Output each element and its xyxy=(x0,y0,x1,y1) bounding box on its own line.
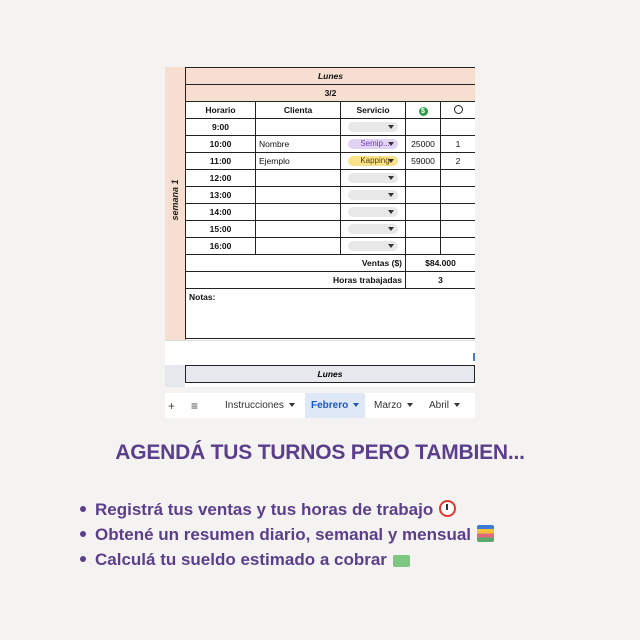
client-cell[interactable] xyxy=(256,238,341,255)
ventas-label[interactable]: Ventas ($) xyxy=(186,255,406,272)
service-dropdown[interactable] xyxy=(348,173,398,183)
time-cell[interactable]: 13:00 xyxy=(186,187,256,204)
feature-text: Obtené un resumen diario, semanal y mensual xyxy=(95,525,472,544)
service-cell[interactable] xyxy=(341,204,406,221)
client-cell[interactable] xyxy=(256,204,341,221)
client-cell[interactable]: Nombre xyxy=(256,136,341,153)
table-row xyxy=(186,136,476,153)
chevron-down-icon xyxy=(388,176,394,180)
price-cell[interactable] xyxy=(406,204,441,221)
hours-cell[interactable] xyxy=(441,170,476,187)
week-band-next xyxy=(165,365,185,387)
chevron-down-icon xyxy=(388,210,394,214)
time-cell[interactable]: 16:00 xyxy=(186,238,256,255)
service-dropdown[interactable] xyxy=(348,207,398,217)
service-dropdown[interactable] xyxy=(348,156,398,166)
spreadsheet-view xyxy=(165,67,475,387)
table-row xyxy=(186,221,476,238)
bullet-dot xyxy=(80,506,86,512)
feature-item xyxy=(80,547,600,572)
sheet-tab-bar xyxy=(165,393,475,418)
time-cell[interactable]: 14:00 xyxy=(186,204,256,221)
notes-cell[interactable]: Notas: xyxy=(186,289,476,339)
hours-cell[interactable]: 1 xyxy=(441,136,476,153)
chevron-down-icon xyxy=(388,244,394,248)
table-row xyxy=(186,170,476,187)
feature-item xyxy=(80,497,600,522)
tab-febrero[interactable] xyxy=(305,393,365,418)
selection-marker xyxy=(473,353,475,361)
chevron-down-icon xyxy=(388,227,394,231)
schedule-table xyxy=(185,67,475,339)
price-cell[interactable] xyxy=(406,170,441,187)
feature-text: Registrá tus ventas y tus horas de trabajo xyxy=(95,500,434,519)
hours-cell[interactable] xyxy=(441,204,476,221)
chevron-down-icon xyxy=(407,403,413,407)
service-dropdown[interactable] xyxy=(348,224,398,234)
time-cell[interactable]: 10:00 xyxy=(186,136,256,153)
service-value: Kapping xyxy=(360,156,390,166)
service-cell[interactable] xyxy=(341,221,406,238)
time-cell[interactable]: 11:00 xyxy=(186,153,256,170)
chevron-down-icon xyxy=(388,125,394,129)
tab-label: Instrucciones xyxy=(225,400,284,411)
service-cell[interactable] xyxy=(341,136,406,153)
chevron-down-icon xyxy=(353,403,359,407)
price-cell[interactable] xyxy=(406,187,441,204)
hours-cell[interactable] xyxy=(441,187,476,204)
header-horario[interactable]: Horario xyxy=(186,102,256,119)
tab-label: Febrero xyxy=(311,400,349,411)
bullet-dot xyxy=(80,531,86,537)
price-cell[interactable]: 59000 xyxy=(406,153,441,170)
hours-cell[interactable] xyxy=(441,221,476,238)
service-cell[interactable] xyxy=(341,187,406,204)
table-row xyxy=(186,153,476,170)
client-cell[interactable] xyxy=(256,170,341,187)
bullet-dot xyxy=(80,556,86,562)
service-cell[interactable] xyxy=(341,170,406,187)
service-cell[interactable] xyxy=(341,238,406,255)
all-sheets-icon[interactable]: ≡ xyxy=(191,399,199,413)
header-clienta[interactable]: Clienta xyxy=(256,102,341,119)
price-cell[interactable] xyxy=(406,238,441,255)
tab-label: Abril xyxy=(429,400,450,411)
feature-text: Calculá tu sueldo estimado a cobrar xyxy=(95,550,387,569)
time-cell[interactable]: 9:00 xyxy=(186,119,256,136)
client-cell[interactable] xyxy=(256,221,341,238)
client-cell[interactable]: Ejemplo xyxy=(256,153,341,170)
tab-abril[interactable] xyxy=(423,393,466,418)
horas-label[interactable]: Horas trabajadas xyxy=(186,272,406,289)
day-title[interactable]: Lunes xyxy=(186,68,476,85)
horas-value[interactable]: 3 xyxy=(406,272,476,289)
price-cell[interactable] xyxy=(406,119,441,136)
service-value: Semip... xyxy=(360,139,390,149)
price-cell[interactable]: 25000 xyxy=(406,136,441,153)
chevron-down-icon xyxy=(388,193,394,197)
header-hours[interactable] xyxy=(441,102,476,119)
tab-marzo[interactable] xyxy=(368,393,419,418)
service-cell[interactable] xyxy=(341,153,406,170)
dollar-icon: $ xyxy=(419,107,428,116)
time-cell[interactable]: 12:00 xyxy=(186,170,256,187)
table-row xyxy=(186,119,476,136)
feature-list xyxy=(80,497,600,572)
date-cell[interactable]: 3/2 xyxy=(186,85,476,102)
chevron-down-icon xyxy=(388,159,394,163)
service-dropdown[interactable] xyxy=(348,139,398,149)
chevron-down-icon xyxy=(289,403,295,407)
table-row xyxy=(186,238,476,255)
time-cell[interactable]: 15:00 xyxy=(186,221,256,238)
chevron-down-icon xyxy=(388,142,394,146)
hours-cell[interactable]: 2 xyxy=(441,153,476,170)
service-dropdown[interactable] xyxy=(348,122,398,132)
spacer-row xyxy=(165,340,475,363)
header-money[interactable] xyxy=(406,102,441,119)
table-row xyxy=(186,204,476,221)
header-servicio[interactable]: Servicio xyxy=(341,102,406,119)
next-day-title[interactable]: Lunes xyxy=(185,365,475,383)
alarm-clock-icon xyxy=(439,500,456,517)
service-cell[interactable] xyxy=(341,119,406,136)
chevron-down-icon xyxy=(454,403,460,407)
hours-cell[interactable] xyxy=(441,238,476,255)
feature-item xyxy=(80,522,600,547)
clock-icon xyxy=(454,105,463,114)
money-icon xyxy=(393,555,410,567)
books-icon xyxy=(477,525,494,542)
service-dropdown[interactable] xyxy=(348,190,398,200)
week-label: semana 1 xyxy=(170,179,180,221)
service-dropdown[interactable] xyxy=(348,241,398,251)
client-cell[interactable] xyxy=(256,119,341,136)
hours-cell[interactable] xyxy=(441,119,476,136)
week-band xyxy=(165,67,186,340)
ventas-value[interactable]: $84.000 xyxy=(406,255,476,272)
header-row xyxy=(186,102,476,119)
headline: AGENDÁ TUS TURNOS PERO TAMBIEN... xyxy=(115,441,525,464)
tab-instrucciones[interactable] xyxy=(219,393,301,418)
client-cell[interactable] xyxy=(256,187,341,204)
table-row xyxy=(186,187,476,204)
tab-label: Marzo xyxy=(374,400,402,411)
add-sheet-icon[interactable]: + xyxy=(168,399,176,413)
price-cell[interactable] xyxy=(406,221,441,238)
